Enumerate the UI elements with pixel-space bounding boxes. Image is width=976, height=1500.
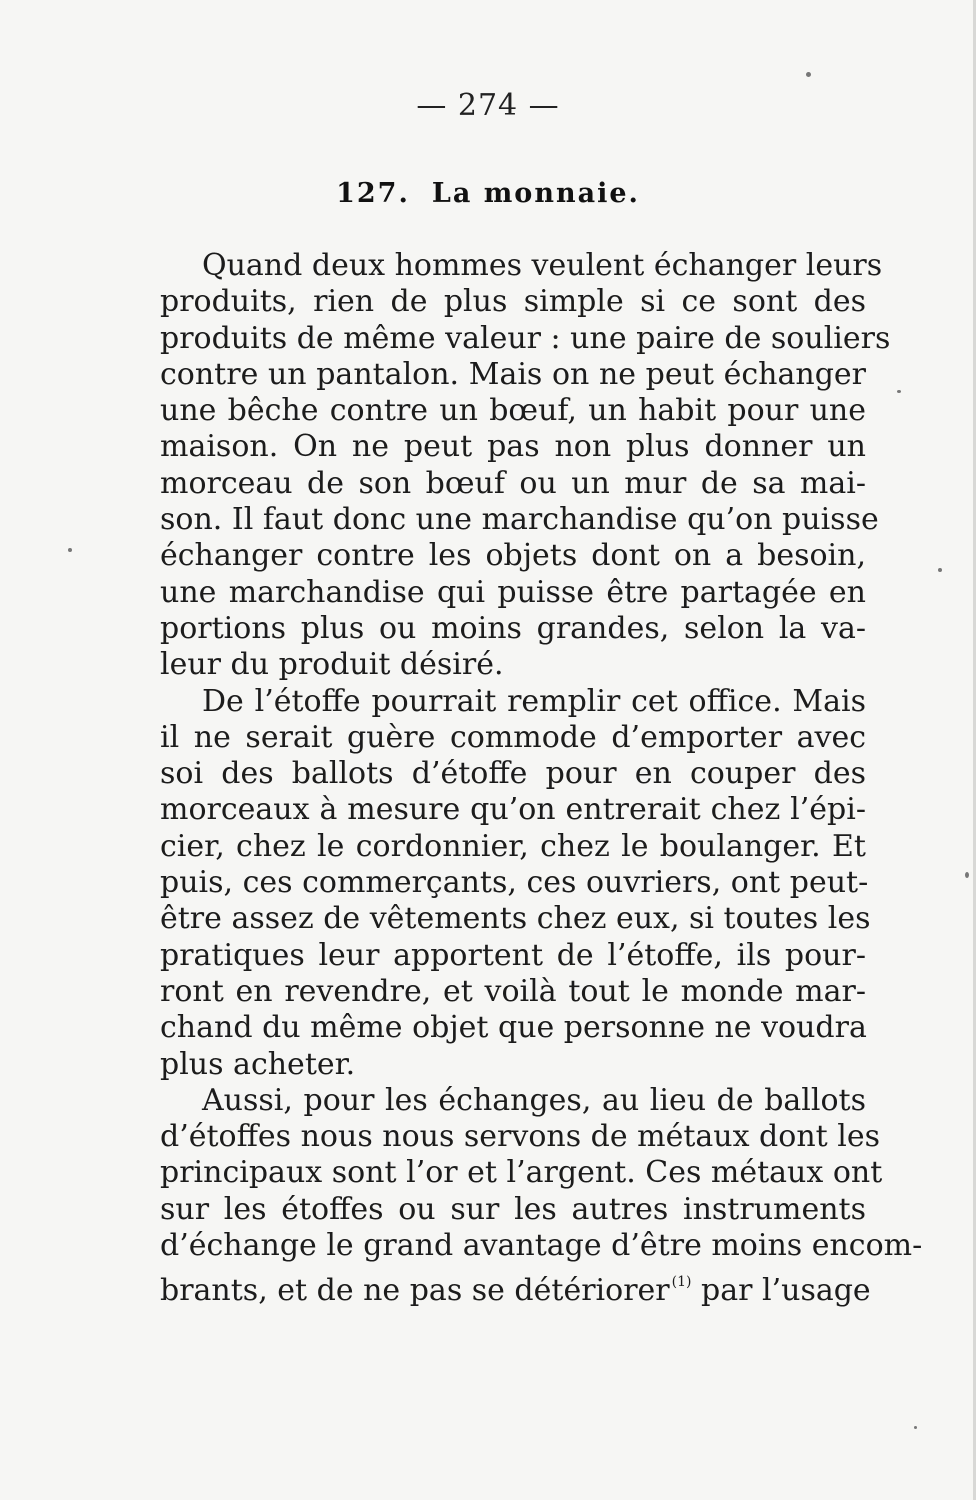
text-line: d’étoffes nous nous servons de métaux dont les xyxy=(160,1119,880,1155)
text-line: pratiques leur apportent de l’étoffe, ils pour- xyxy=(160,937,866,973)
text-line: maison. On ne peut pas non plus donner un xyxy=(160,429,866,465)
text-line: il ne serait guère commode d’emporter avec xyxy=(160,719,866,755)
body-text xyxy=(160,248,923,1309)
text-line: morceau de son bœuf ou un mur de sa mai- xyxy=(160,465,866,501)
paper-speck xyxy=(965,872,969,878)
text-line: morceaux à mesure qu’on entrerait chez l’épi- xyxy=(160,792,866,828)
text-fragment: par l’usage xyxy=(701,1273,871,1309)
text-line: leur du produit désiré. xyxy=(160,647,504,683)
text-line: être assez de vêtements chez eux, si toutes les xyxy=(160,901,871,937)
text-line: ront en revendre, et voilà tout le monde mar- xyxy=(160,973,866,1009)
text-line: soi des ballots d’étoffe pour en couper des xyxy=(160,756,866,792)
paper-speck xyxy=(68,548,72,552)
text-line: d’échange le grand avantage d’être moins encom- xyxy=(160,1228,923,1264)
text-line: plus acheter. xyxy=(160,1046,356,1082)
paper-speck xyxy=(938,568,942,572)
section-number: 127. xyxy=(336,178,410,209)
paper-speck xyxy=(897,390,901,393)
text-line: une bêche contre un bœuf, un habit pour une xyxy=(160,393,866,429)
page-number: — 274 — xyxy=(416,88,560,123)
text-line: contre un pantalon. Mais on ne peut échanger xyxy=(160,356,866,392)
text-line: portions plus ou moins grandes, selon la va- xyxy=(160,610,866,646)
paragraph-3 xyxy=(160,1082,923,1309)
text-line: puis, ces commerçants, ces ouvriers, ont peut- xyxy=(160,865,869,901)
text-line: chand du même objet que personne ne voudra xyxy=(160,1010,867,1046)
text-line: Aussi, pour les échanges, au lieu de ballots xyxy=(202,1082,866,1118)
text-line: une marchandise qui puisse être partagée en xyxy=(160,574,866,610)
paragraph-2 xyxy=(160,683,871,1083)
text-line: principaux sont l’or et l’argent. Ces métaux ont xyxy=(160,1155,883,1191)
paper-speck xyxy=(914,1426,917,1429)
text-line: produits, rien de plus simple si ce sont des xyxy=(160,284,866,320)
text-line: cier, chez le cordonnier, chez le boulanger. Et xyxy=(160,828,866,864)
text-line: Quand deux hommes veulent échanger leurs xyxy=(202,248,883,283)
text-line: sur les étoffes ou sur les autres instruments xyxy=(160,1191,866,1227)
text-line: son. Il faut donc une marchandise qu’on puisse xyxy=(160,502,879,538)
section-heading xyxy=(0,178,976,209)
paper-speck xyxy=(806,72,811,77)
text-line: échanger contre les objets dont on a besoin, xyxy=(160,538,866,574)
section-title: La monnaie. xyxy=(431,178,640,209)
text-line: De l’étoffe pourrait remplir cet office. Mais xyxy=(202,683,866,719)
text-line: produits de même valeur : une paire de souliers xyxy=(160,320,891,356)
paragraph-1 xyxy=(160,248,891,684)
text-fragment: brants, et de ne pas se détériorer xyxy=(160,1273,670,1309)
footnote-marker: (1) xyxy=(671,1274,692,1291)
text-line-with-footnote xyxy=(160,1264,871,1309)
